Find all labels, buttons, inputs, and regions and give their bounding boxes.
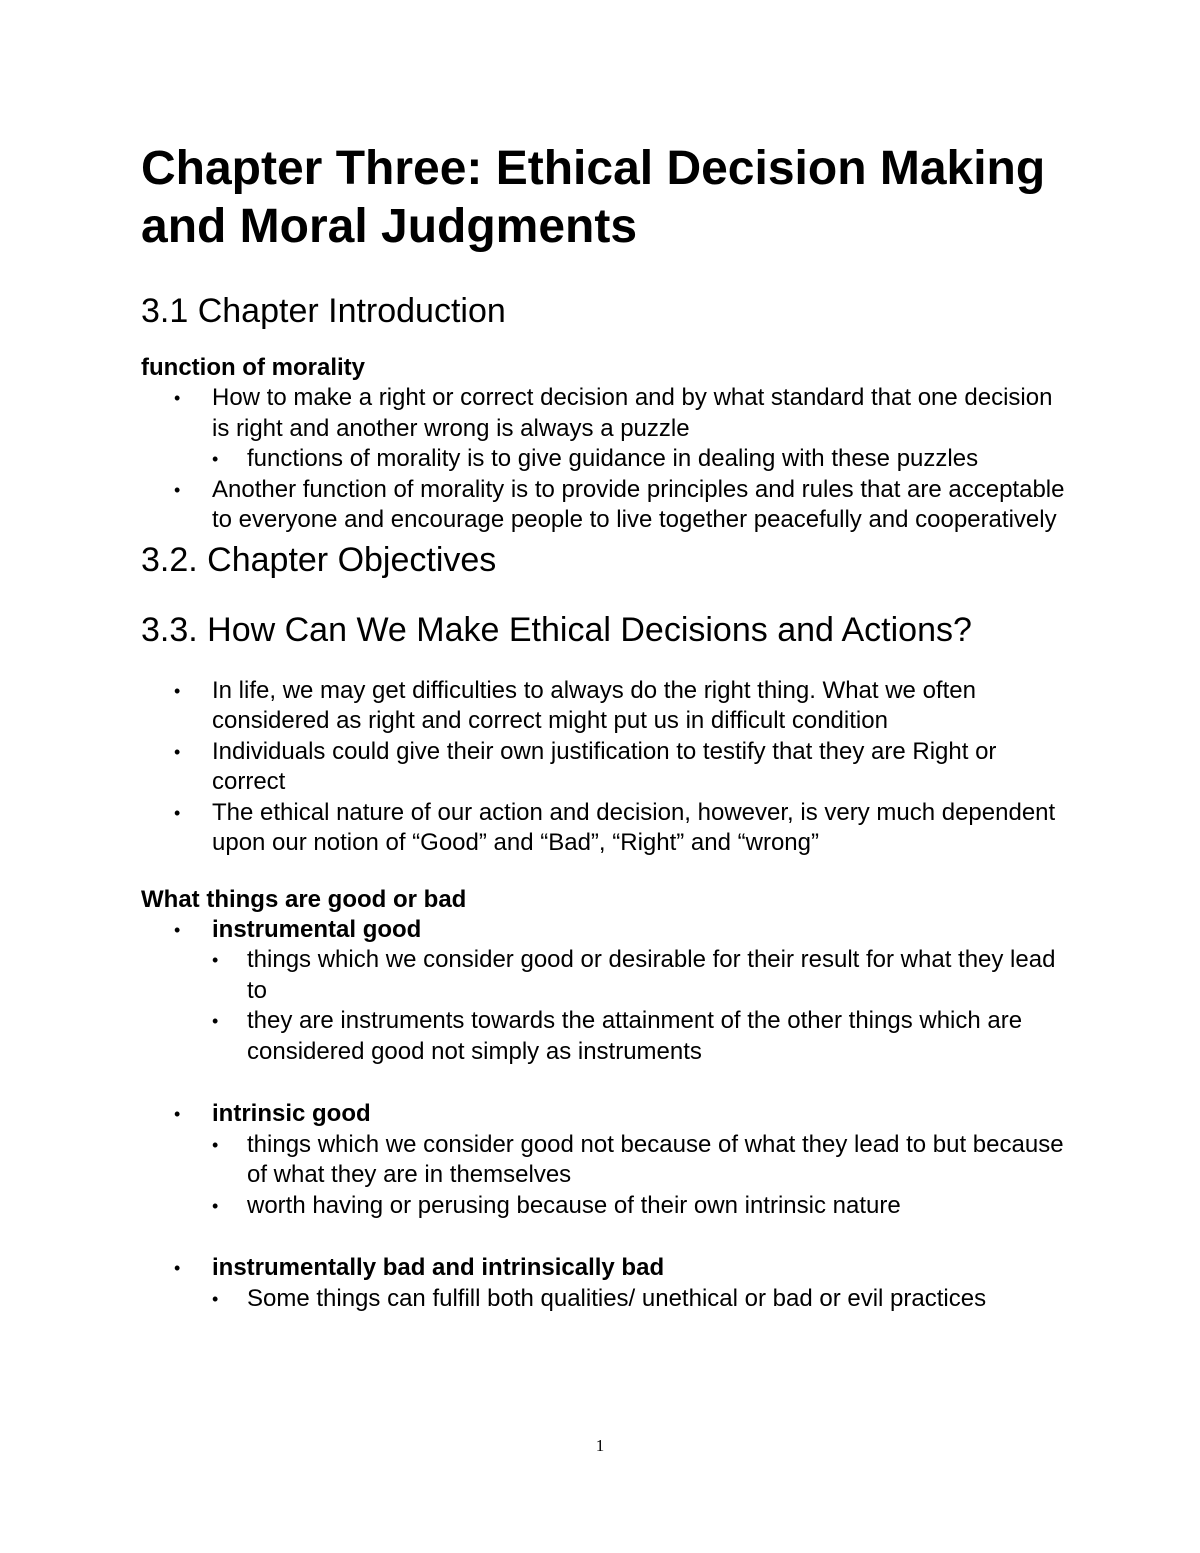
sub-list-item — [212, 1284, 1071, 1315]
list-item-text: Another function of morality is to provide principles and rules that are acceptable to everyone and encourage people to live together peacefully and cooperatively — [212, 475, 1065, 533]
sub-list-item-text: functions of morality is to give guidance in dealing with these puzzles — [247, 445, 979, 472]
ethical-decisions-list — [141, 676, 1071, 859]
bullet-icon: • — [174, 388, 181, 408]
sub-list-item — [212, 1191, 1071, 1222]
sub-list — [212, 1130, 1071, 1222]
section-heading-3-3: 3.3. How Can We Make Ethical Decisions and Actions? — [141, 610, 972, 649]
instrumental-good-heading: instrumental good — [212, 915, 422, 943]
bullet-icon: • — [212, 1195, 219, 1216]
list-item-text: The ethical nature of our action and decision, however, is very much dependent upon our notion of “Good” and “Bad”, “Right” and “wrong” — [212, 798, 1056, 856]
bullet-icon: • — [174, 741, 181, 762]
bullet-icon: • — [212, 950, 219, 970]
sub-list — [212, 945, 1071, 1067]
morality-function-list — [141, 383, 1071, 536]
list-item — [141, 383, 1071, 475]
chapter-title: Chapter Three: Ethical Decision Making and Moral Judgments — [141, 142, 1046, 253]
list-item — [141, 798, 1071, 859]
list-item-text: How to make a right or correct decision and by what standard that one decision is right and another wrong is always a puzzle — [212, 384, 1053, 442]
list-item — [141, 676, 1071, 737]
bullet-icon: • — [174, 680, 181, 701]
sub-list-item-text: worth having or perusing because of their own intrinsic nature — [247, 1191, 901, 1219]
list-item — [141, 737, 1071, 798]
sub-list-item-text: things which we consider good not because of what they lead to but because of what they are in themselves — [247, 1130, 1064, 1188]
bullet-icon: • — [212, 1011, 219, 1031]
list-item — [141, 475, 1071, 536]
page-number: 1 — [595, 1436, 605, 1455]
sub-list-item-text: things which we consider good or desirable for their result for what they lead to — [247, 946, 1056, 1004]
sub-list-item — [212, 945, 1071, 1006]
bullet-icon: • — [174, 919, 181, 940]
good-or-bad-label: What things are good or bad — [141, 885, 467, 913]
bullet-icon: • — [174, 1104, 181, 1124]
sub-list — [212, 444, 1071, 475]
sub-list-item-text: they are instruments towards the attainment of the other things which are considered good not simply as instruments — [247, 1007, 1023, 1065]
list-item — [141, 1253, 1071, 1314]
bullet-icon: • — [174, 802, 181, 823]
function-of-morality-label: function of morality — [141, 354, 365, 381]
list-item-text: In life, we may get difficulties to always do the right thing. What we often considered as right and correct might put us in difficult condition — [212, 676, 976, 734]
intrinsic-good-heading: intrinsic good — [212, 1100, 371, 1127]
section-heading-3-2: 3.2. Chapter Objectives — [141, 540, 497, 579]
bullet-icon: • — [212, 1134, 219, 1155]
list-item — [141, 1099, 1071, 1221]
sub-list-item-text: Some things can fulfill both qualities/ unethical or bad or evil practices — [247, 1284, 987, 1312]
sub-list-item — [212, 1006, 1071, 1067]
bullet-icon: • — [174, 1258, 181, 1278]
sub-list — [212, 1284, 1071, 1315]
bullet-icon: • — [212, 1288, 219, 1309]
good-bad-list — [141, 915, 1071, 1315]
page-content — [141, 140, 1071, 1314]
section-heading-3-1: 3.1 Chapter Introduction — [141, 292, 506, 330]
sub-list-item — [212, 1130, 1071, 1191]
list-item-text: Individuals could give their own justification to testify that they are Right or correct — [212, 737, 997, 795]
list-item — [141, 915, 1071, 1068]
sub-list-item — [212, 444, 1071, 475]
instrumentally-bad-heading: instrumentally bad and intrinsically bad — [212, 1254, 665, 1281]
bullet-icon: • — [212, 449, 219, 469]
bullet-icon: • — [174, 479, 181, 500]
